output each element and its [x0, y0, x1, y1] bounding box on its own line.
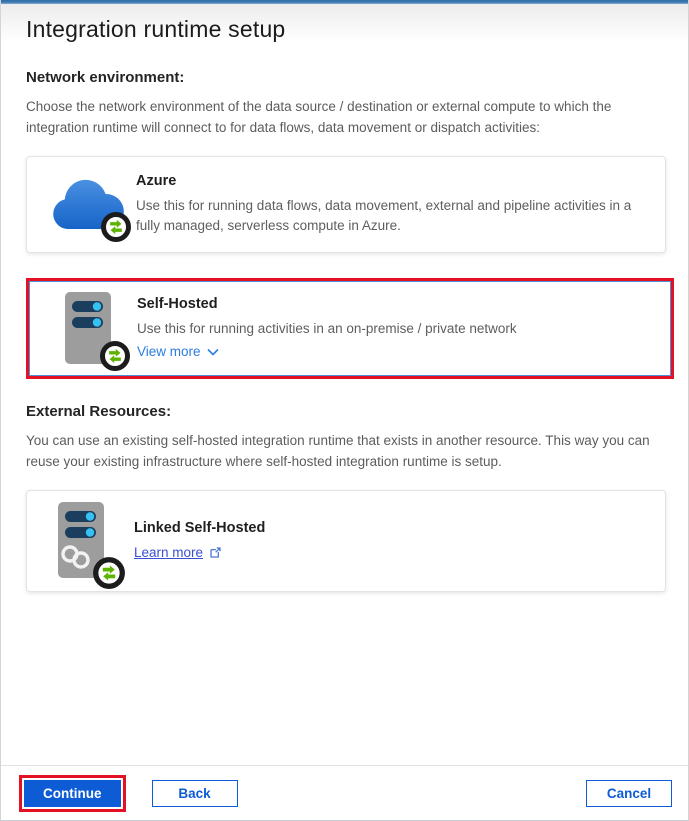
external-resources-description: You can use an existing self-hosted integration runtime that exists in another resource. This way you can reuse your existing infrastructure where self-hosted integration runtime is setup.	[26, 433, 650, 469]
dialog-footer	[1, 765, 688, 820]
annotation-box-self-hosted	[26, 278, 674, 379]
card-self-hosted-title: Self-Hosted	[137, 296, 218, 312]
card-azure-description: Use this for running data flows, data movement, external and pipeline activities in a fully managed, serverless compute in Azure.	[136, 198, 632, 233]
cancel-button[interactable]: Cancel	[586, 780, 672, 807]
card-self-hosted-body	[137, 282, 533, 375]
integration-runtime-badge-icon	[99, 340, 131, 372]
continue-button[interactable]: Continue	[24, 780, 121, 807]
integration-runtime-badge-icon	[100, 211, 132, 243]
external-link-icon	[209, 546, 222, 559]
learn-more-link[interactable]	[134, 545, 222, 560]
chevron-down-icon	[207, 348, 219, 356]
card-linked-body	[134, 506, 281, 576]
page-title: Integration runtime setup	[26, 16, 286, 42]
section-heading-network-environment: Network environment:	[26, 69, 185, 86]
back-button[interactable]: Back	[152, 780, 238, 807]
view-more-label: View more	[137, 344, 201, 359]
azure-cloud-icon	[50, 177, 124, 233]
card-linked-title: Linked Self-Hosted	[134, 520, 266, 536]
card-azure-title: Azure	[136, 173, 177, 189]
network-environment-description: Choose the network environment of the data source / destination or external compute to which the integration runtime will connect to for data flows, data movement or dispatch activities:	[26, 99, 612, 135]
view-more-link[interactable]	[137, 344, 219, 359]
card-self-hosted-description: Use this for running activities in an on-premise / private network	[137, 321, 517, 336]
self-hosted-server-icon	[61, 290, 119, 368]
integration-runtime-badge-icon	[92, 556, 124, 588]
learn-more-label: Learn more	[134, 545, 204, 560]
card-self-hosted[interactable]	[29, 281, 671, 376]
linked-self-hosted-server-icon	[54, 500, 112, 582]
card-azure[interactable]	[26, 156, 666, 253]
card-linked-self-hosted[interactable]	[26, 490, 666, 592]
annotation-box-continue	[19, 775, 126, 812]
card-azure-body	[136, 159, 657, 250]
section-heading-external-resources: External Resources:	[26, 403, 172, 420]
dialog-content	[1, 4, 688, 592]
